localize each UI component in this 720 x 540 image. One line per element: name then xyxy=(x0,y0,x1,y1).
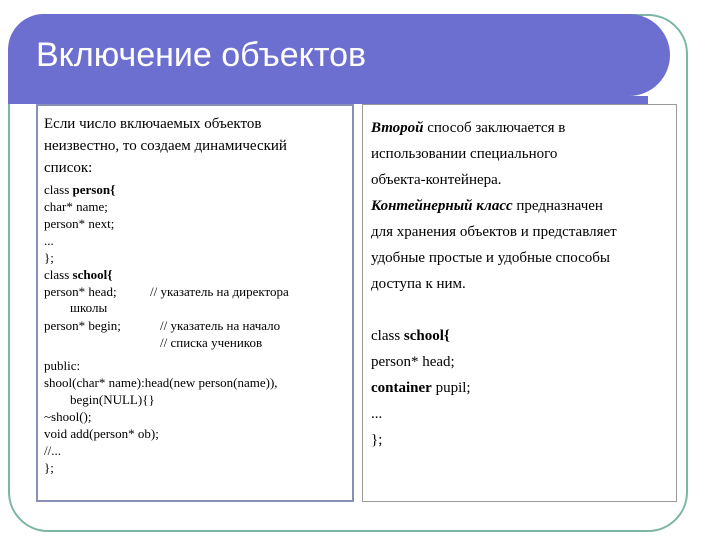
right-paragraph-line: доступа к ним. xyxy=(371,276,466,292)
code-line: shool(char* name):head(new person(name)), xyxy=(44,375,278,390)
emphasis-text: Контейнерный класс xyxy=(371,198,513,214)
code-line xyxy=(371,323,450,349)
left-text-box xyxy=(36,104,354,502)
code-class-name: school{ xyxy=(72,267,113,282)
plain-text: pupil; xyxy=(431,380,471,396)
plain-text: предназначен xyxy=(512,198,603,214)
code-line: ~shool(); xyxy=(44,409,92,424)
slide-title: Включение объектов xyxy=(36,36,367,74)
code-keyword: class xyxy=(44,182,73,197)
plain-text: способ заключается в xyxy=(423,120,566,136)
code-comment: // указатель на директора xyxy=(150,284,289,299)
right-paragraph-line: объекта-контейнера. xyxy=(371,172,502,188)
code-line: person* begin; xyxy=(44,318,121,333)
code-line xyxy=(44,182,115,198)
code-line: //... xyxy=(44,443,61,458)
code-type-name: container xyxy=(371,380,432,396)
right-paragraph-line xyxy=(371,193,603,219)
left-intro-line-2: неизвестно, то создаем динамический xyxy=(44,138,287,154)
right-text-box xyxy=(362,104,677,502)
code-line: ... xyxy=(371,406,383,422)
code-class-name: school{ xyxy=(403,328,450,344)
code-line: person* head; xyxy=(371,354,455,370)
left-intro-line-3: список: xyxy=(44,160,93,176)
right-paragraph-line: для хранения объектов и представляет xyxy=(371,224,617,240)
code-line: ... xyxy=(44,233,54,248)
right-paragraph-line: использовании специального xyxy=(371,146,558,162)
code-line xyxy=(44,267,112,283)
code-comment: // указатель на начало xyxy=(160,318,281,333)
code-line: }; xyxy=(44,250,54,265)
right-paragraph-line: удобные простые и удобные способы xyxy=(371,250,610,266)
code-line: person* next; xyxy=(44,216,115,231)
code-line: void add(person* ob); xyxy=(44,426,159,441)
code-line: char* name; xyxy=(44,199,108,214)
code-keyword: class xyxy=(371,328,404,344)
right-paragraph-line xyxy=(371,115,565,141)
code-line: person* head; xyxy=(44,284,117,299)
title-underline xyxy=(8,96,648,104)
code-line: begin(NULL){} xyxy=(70,392,155,407)
title-bar xyxy=(8,14,670,96)
code-class-name: person{ xyxy=(72,182,116,197)
code-comment: // списка учеников xyxy=(160,335,263,350)
left-intro-line-1: Если число включаемых объектов xyxy=(44,116,262,132)
code-line: }; xyxy=(44,460,54,475)
code-keyword: class xyxy=(44,267,73,282)
code-line xyxy=(371,375,471,401)
code-line: }; xyxy=(371,432,383,448)
code-line: public: xyxy=(44,358,81,373)
emphasis-text: Второй xyxy=(371,120,424,136)
code-comment: школы xyxy=(70,300,108,315)
